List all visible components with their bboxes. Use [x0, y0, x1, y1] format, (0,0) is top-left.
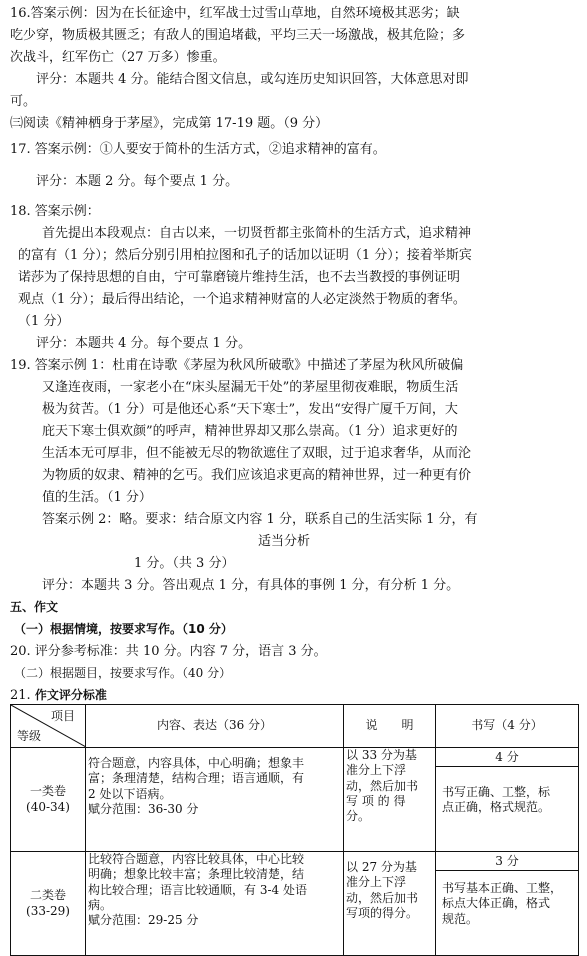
writing-line: 书写基本正确、工整，	[442, 881, 563, 895]
content-line: 构比较合理；语言比较通顺，有 3-4 处语	[88, 882, 307, 897]
q18-line-5: （1 分）	[18, 314, 70, 329]
table-header-row	[11, 705, 579, 748]
writing-line: 标点大体正确，格式	[442, 896, 551, 911]
writing-desc	[436, 871, 578, 927]
writing-desc	[436, 767, 578, 816]
section-3-heading: ㈢阅读《精神栖身于茅屋》，完成第 17-19 题。（9 分）	[10, 116, 329, 131]
grade-name: 二类卷	[29, 888, 66, 903]
content-line: 富；条理清楚，结构合理；语言通顺，有	[88, 771, 305, 786]
explain-cell	[344, 852, 436, 956]
part-2-heading: （二）根据题目，按要求写作。（40 分）	[14, 666, 232, 680]
grade-cell	[11, 852, 86, 956]
part-1-heading: （一）根据情境，按要求写作。（10 分）	[14, 622, 233, 636]
content-line: 赋分范围：29-25 分	[88, 913, 199, 928]
content-line: 病。	[88, 898, 113, 913]
writing-line: 规范。	[442, 911, 479, 926]
explain-line: 动，然后加书	[346, 778, 419, 793]
explain-line: 分。	[346, 809, 371, 824]
content-line: 比较符合题意，内容比较具体，中心比较	[88, 852, 305, 866]
header-content: 内容、表达（36 分）	[86, 705, 344, 748]
q18-line-1: 首先提出本段观点：自古以来，一切贤哲都主张简朴的生活方式，追求精神	[42, 226, 472, 241]
q19-line-1: 19. 答案示例 1：杜甫在诗歌《茅屋为秋风所破歌》中描述了茅屋为秋风所破偏	[10, 358, 464, 373]
table-row	[11, 748, 579, 852]
explain-line: 准分上下浮	[346, 875, 407, 890]
content-cell	[86, 852, 344, 956]
q19-example-2-line-2: 适当分析	[258, 534, 311, 549]
q16-score-line-2: 可。	[10, 94, 37, 109]
writing-line: 书写正确、工整，标	[442, 785, 551, 799]
header-explain: 说 明	[344, 705, 436, 748]
q17-score: 评分：本题 2 分。每个要点 1 分。	[36, 174, 239, 189]
explain-line: 写项的得分。	[346, 906, 419, 921]
q19-line-6: 为物质的奴隶、精神的乞丐。我们应该追求更高的精神世界，过一种更有价	[42, 468, 472, 483]
q21-number: 21.	[10, 688, 31, 703]
header-diagonal-cell	[11, 705, 86, 748]
q19-line-7: 值的生活。（1 分）	[42, 490, 152, 505]
q19-score: 评分：本题共 3 分。答出观点 1 分，有具体的事例 1 分，有分析 1 分。	[42, 578, 460, 593]
explain-line: 以 33 分为基	[346, 748, 417, 762]
explain-line: 动，然后加书	[346, 890, 419, 905]
header-level-label: 等级	[17, 728, 42, 743]
writing-line: 点正确，格式规范。	[442, 800, 551, 815]
q16-line-2: 吃少穿，物质极其匮乏；有敌人的围追堵截，平均三天一场激战，极其危险；多	[10, 28, 466, 43]
writing-score: 4 分	[436, 748, 578, 767]
q18-line-4: 观点（1 分）；最后得出结论，一个追求精神财富的人必定淡然于物质的奢华。	[18, 292, 466, 307]
q18-score: 评分：本题共 4 分。每个要点 1 分。	[36, 336, 252, 351]
q16-score-line-1: 评分：本题共 4 分。能结合图文信息，或勾连历史知识回答，大体意思对即	[36, 72, 469, 87]
content-line: 符合题意，内容具体，中心明确；想象丰	[88, 756, 305, 770]
q21-heading	[10, 688, 107, 704]
q18-heading: 18. 答案示例：	[10, 204, 100, 219]
q19-line-3: 极为贫苦。（1 分）可是他还心系“天下寒士”，发出“安得广厦千万间，大	[42, 402, 458, 417]
header-item-label: 项目	[50, 709, 75, 723]
writing-cell	[436, 748, 579, 852]
content-cell	[86, 748, 344, 852]
header-writing: 书写（4 分）	[436, 705, 579, 748]
q19-example-2-line-3: 1 分。（共 3 分）	[134, 556, 235, 571]
grade-cell	[11, 748, 86, 852]
section-5-heading: 五、作文	[10, 600, 59, 614]
writing-cell	[436, 852, 579, 956]
grade-range: (33-29)	[26, 903, 70, 918]
content-line: 2 处以下语病。	[88, 786, 172, 801]
explain-line: 写 项 的 得	[346, 794, 406, 809]
q18-line-3: 诺莎为了保持思想的自由，宁可靠磨镜片维持生活，也不去当教授的事例证明	[18, 270, 461, 285]
explain-line: 以 27 分为基	[346, 860, 417, 874]
table-row	[11, 852, 579, 956]
q17-answer: 17. 答案示例：①人要安于简朴的生活方式，②追求精神的富有。	[10, 142, 386, 157]
explain-cell	[344, 748, 436, 852]
grade-range: (40-34)	[26, 799, 70, 814]
writing-score: 3 分	[436, 852, 578, 871]
q16-line-3: 次战斗，红军伤亡（27 万多）惨重。	[10, 50, 226, 65]
essay-grading-table	[10, 704, 579, 956]
q19-line-4: 庇天下寒士俱欢颜”的呼声，精神世界却又那么崇高。（1 分）追求更好的	[42, 424, 458, 439]
q21-title: 作文评分标准	[34, 688, 107, 702]
q18-line-2: 的富有（1 分）；然后分别引用柏拉图和孔子的话加以证明（1 分）；接着举斯宾	[18, 248, 472, 263]
q19-line-5: 生活本无可厚非，但不能被无尽的物欲遮住了双眼，过于追求奢华，从而沦	[42, 446, 472, 461]
q19-example-2-line-1: 答案示例 2：略。要求：结合原文内容 1 分，联系自己的生活实际 1 分，有	[42, 512, 478, 527]
q16-line-1: 16.答案示例：因为在长征途中，红军战士过雪山草地，自然环境极其恶劣；缺	[10, 6, 460, 21]
q20-criteria: 20. 评分参考标准：共 10 分。内容 7 分，语言 3 分。	[10, 644, 327, 659]
content-line: 明确；想象比较丰富；条理比较清楚，结	[88, 867, 305, 882]
content-line: 赋分范围：36-30 分	[88, 802, 199, 817]
explain-line: 准分上下浮	[346, 763, 407, 778]
grade-name: 一类卷	[29, 784, 66, 799]
q19-line-2: 又逢连夜雨，一家老小在“床头屋漏无干处”的茅屋里彻夜难眠，物质生活	[42, 380, 459, 395]
